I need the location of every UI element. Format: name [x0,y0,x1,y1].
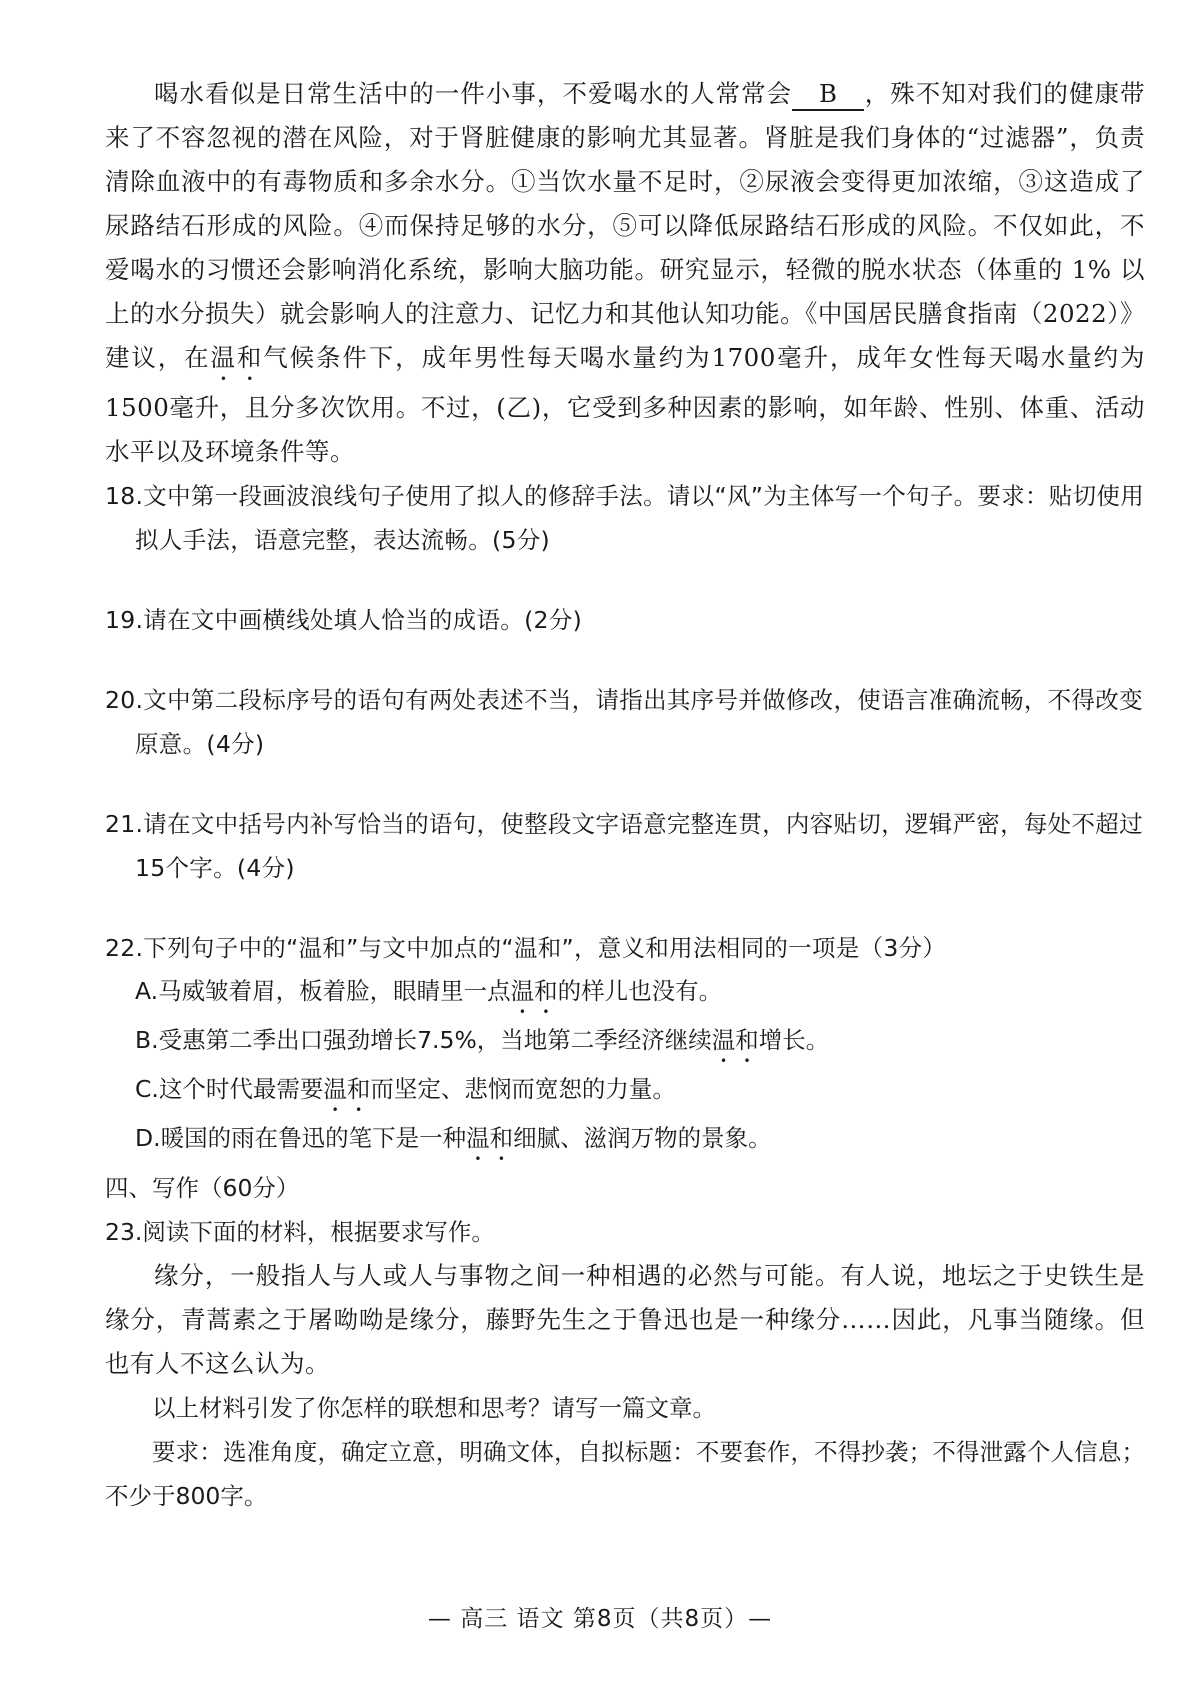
question-19: 19.请在文中画横线处填人恰当的成语。(2分) [105,606,583,634]
essay-material: 缘分，一般指人与人或人与事物之间一种相遇的必然与可能。有人说，地坛之于史铁生是缘分，青蒿素之于屠呦呦是缘分，藤野先生之于鲁迅也是一种缘分……因此，凡事当随缘。但也有人不这么认为。 [105,1261,1145,1378]
section-title: 四、写作（60分） [105,1174,300,1202]
option-b [105,1019,1145,1068]
essay-prompt: 以上材料引发了你怎样的联想和思考？请写一篇文章。 [152,1394,716,1422]
passage-paragraph [105,72,1145,474]
option-d-dotted: 温和 [466,1124,514,1152]
blank-answer: B [792,79,864,111]
question-23: 23.阅读下面的材料，根据要求写作。 [105,1218,495,1246]
page-footer: — 高三 语文 第8页（共8页）— [427,1606,773,1632]
dotted-word: 温和 [210,343,264,372]
option-c-dotted: 温和 [323,1075,371,1103]
essay-requirements: 要求：选准角度，确定立意，明确文体，自拟标题：不要套作，不得抄袭；不得泄露个人信息；不少于800字。 [105,1438,1145,1510]
option-c [105,1068,1145,1117]
question-20: 20.文中第二段标序号的语句有两处表述不当，请指出其序号并做修改，使语言准确流畅，不得改变原意。(4分) [105,686,1143,758]
option-b-tail: 增长。 [758,1026,830,1054]
passage-text-middle: ，殊不知对我们的健康带来了不容忽视的潜在风险，对于肾脏健康的影响尤其显著。肾脏是我们身体的“过滤器”，负责清除血液中的有毒物质和多余水分。①当饮水量不足时，②尿液会变得更加浓缩，③这造成了尿路结石形成的风险。④而保持足够的水分，⑤可以降低尿路结石形成的风险。不仅如此，不爱喝水的习惯还会影响消化系统，影响大脑功能。研究显示，轻微的脱水状态（体重的 1% 以上的水分损失）就会影响人的注意力、记忆力和其他认知功能。《中国居民膳食指南（2022）》建议，在 [105,79,1146,372]
option-d [105,1117,1145,1166]
option-a-dotted: 温和 [510,977,558,1005]
option-d-tail: 细腻、滋润万物的景象。 [513,1124,772,1152]
option-a-tail: 的样儿也没有。 [557,977,723,1005]
option-a [105,970,1145,1019]
exam-page [105,72,1145,1518]
passage-text-end: 气候条件下，成年男性每天喝水量约为1700毫升，成年女性每天喝水量约为1500毫升，且分多次饮用。不过，(乙)，它受到多种因素的影响，如年龄、性别、体重、活动水平以及环境条件等。 [105,343,1146,466]
option-b-text: B.受惠第二季出口强劲增长7.5%，当地第二季经济继续 [135,1026,712,1054]
option-d-text: D.暖国的雨在鲁迅的笔下是一种 [135,1124,467,1152]
option-a-text: A.马威皱着眉，板着脸，眼睛里一点 [135,977,511,1005]
question-21: 21.请在文中括号内补写恰当的语句，使整段文字语意完整连贯，内容贴切，逻辑严密，每处不超过15个字。(4分) [105,810,1143,882]
question-22: 22.下列句子中的“温和”与文中加点的“温和”，意义和用法相同的一项是（3分） [105,934,947,962]
option-c-text: C.这个时代最需要 [135,1075,324,1103]
option-b-dotted: 温和 [711,1026,759,1054]
option-c-tail: 而坚定、悲悯而宽恕的力量。 [370,1075,676,1103]
question-18: 18.文中第一段画波浪线句子使用了拟人的修辞手法。请以“风”为主体写一个句子。要求：贴切使用拟人手法，语意完整，表达流畅。(5分) [105,482,1145,554]
passage-text-start: 喝水看似是日常生活中的一件小事，不爱喝水的人常常会 [154,79,793,108]
